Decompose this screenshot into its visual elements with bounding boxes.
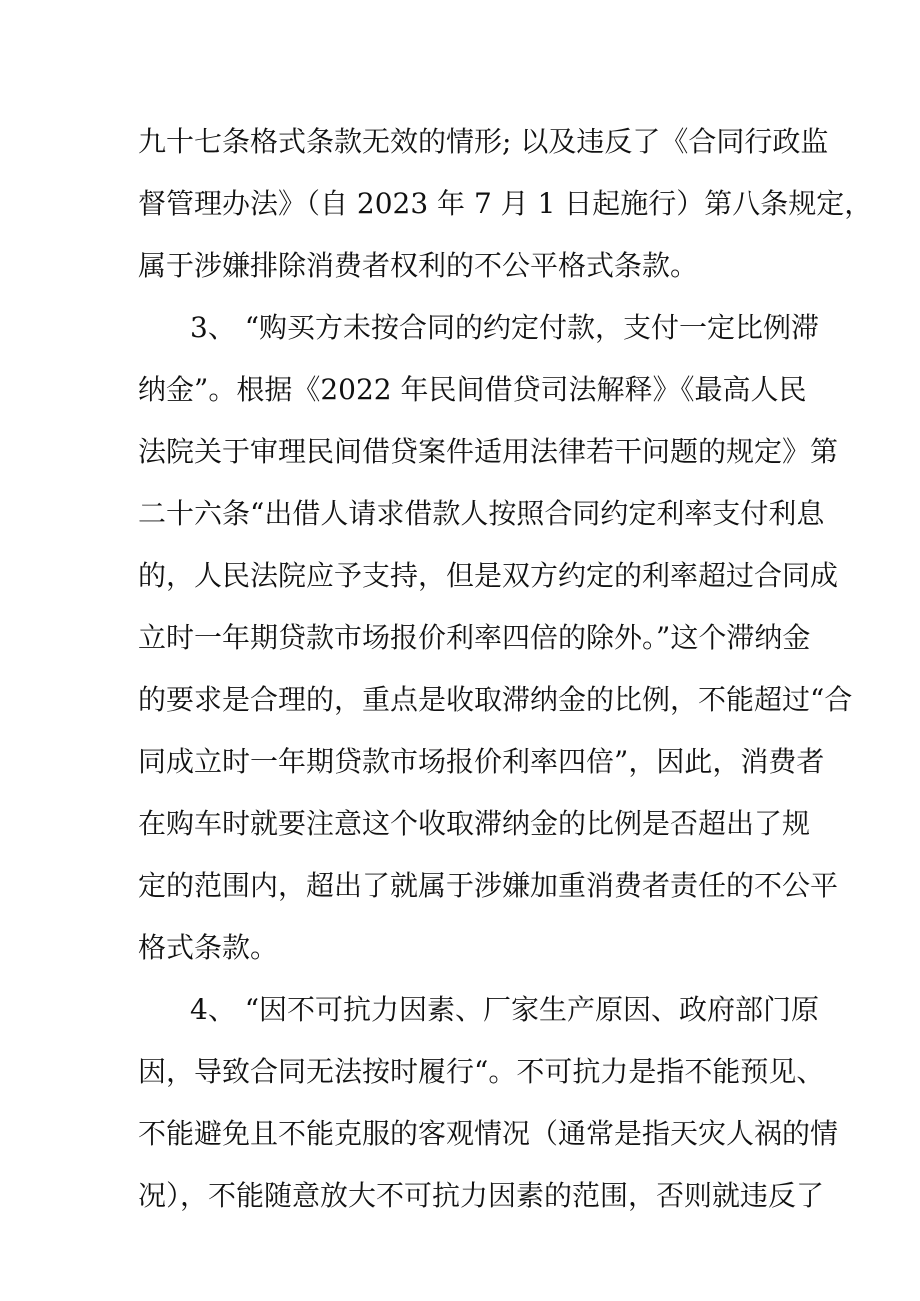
text-line: 的，人民法院应予支持，但是双方约定的利率超过合同成 [138, 559, 839, 592]
text-line: 格式条款。 [138, 931, 279, 964]
text-line: 在购车时就要注意这个收取滞纳金的比例是否超出了规 [138, 807, 811, 840]
text-line: 九十七条格式条款无效的情形; 以及违反了《合同行政监 [138, 125, 829, 158]
text-line: 立时一年期贷款市场报价利率四倍的除外。”这个滞纳金 [138, 621, 811, 654]
text-line: 同成立时一年期贷款市场报价利率四倍”，因此，消费者 [138, 745, 825, 778]
text-line: 况），不能随意放大不可抗力因素的范围，否则就违反了 [138, 1179, 825, 1212]
text-line: 属于涉嫌排除消费者权利的不公平格式条款。 [138, 249, 699, 282]
text-line: 不能避免且不能克服的客观情况（通常是指天灾人祸的情 [138, 1117, 839, 1150]
paragraph-4-first-line: 4、 “因不可抗力因素、厂家生产原因、政府部门原 [190, 993, 820, 1026]
text-line: 因，导致合同无法按时履行“。不可抗力是指不能预见、 [138, 1055, 825, 1088]
text-line: 二十六条“出借人请求借款人按照合同约定利率支付利息 [138, 497, 825, 530]
text-line: 法院关于审理民间借贷案件适用法律若干问题的规定》第 [138, 435, 839, 468]
text-line: 定的范围内，超出了就属于涉嫌加重消费者责任的不公平 [138, 869, 839, 902]
paragraph-3-first-line: 3、 “购买方未按合同的约定付款，支付一定比例滞 [190, 311, 820, 344]
text-line: 纳金”。根据《2022 年民间借贷司法解释》《最高人民 [138, 373, 807, 406]
text-line: 的要求是合理的，重点是收取滞纳金的比例，不能超过“合 [138, 683, 853, 716]
text-line: 督管理办法》（自 2023 年 7 月 1 日起施行）第八条规定， [138, 187, 873, 220]
